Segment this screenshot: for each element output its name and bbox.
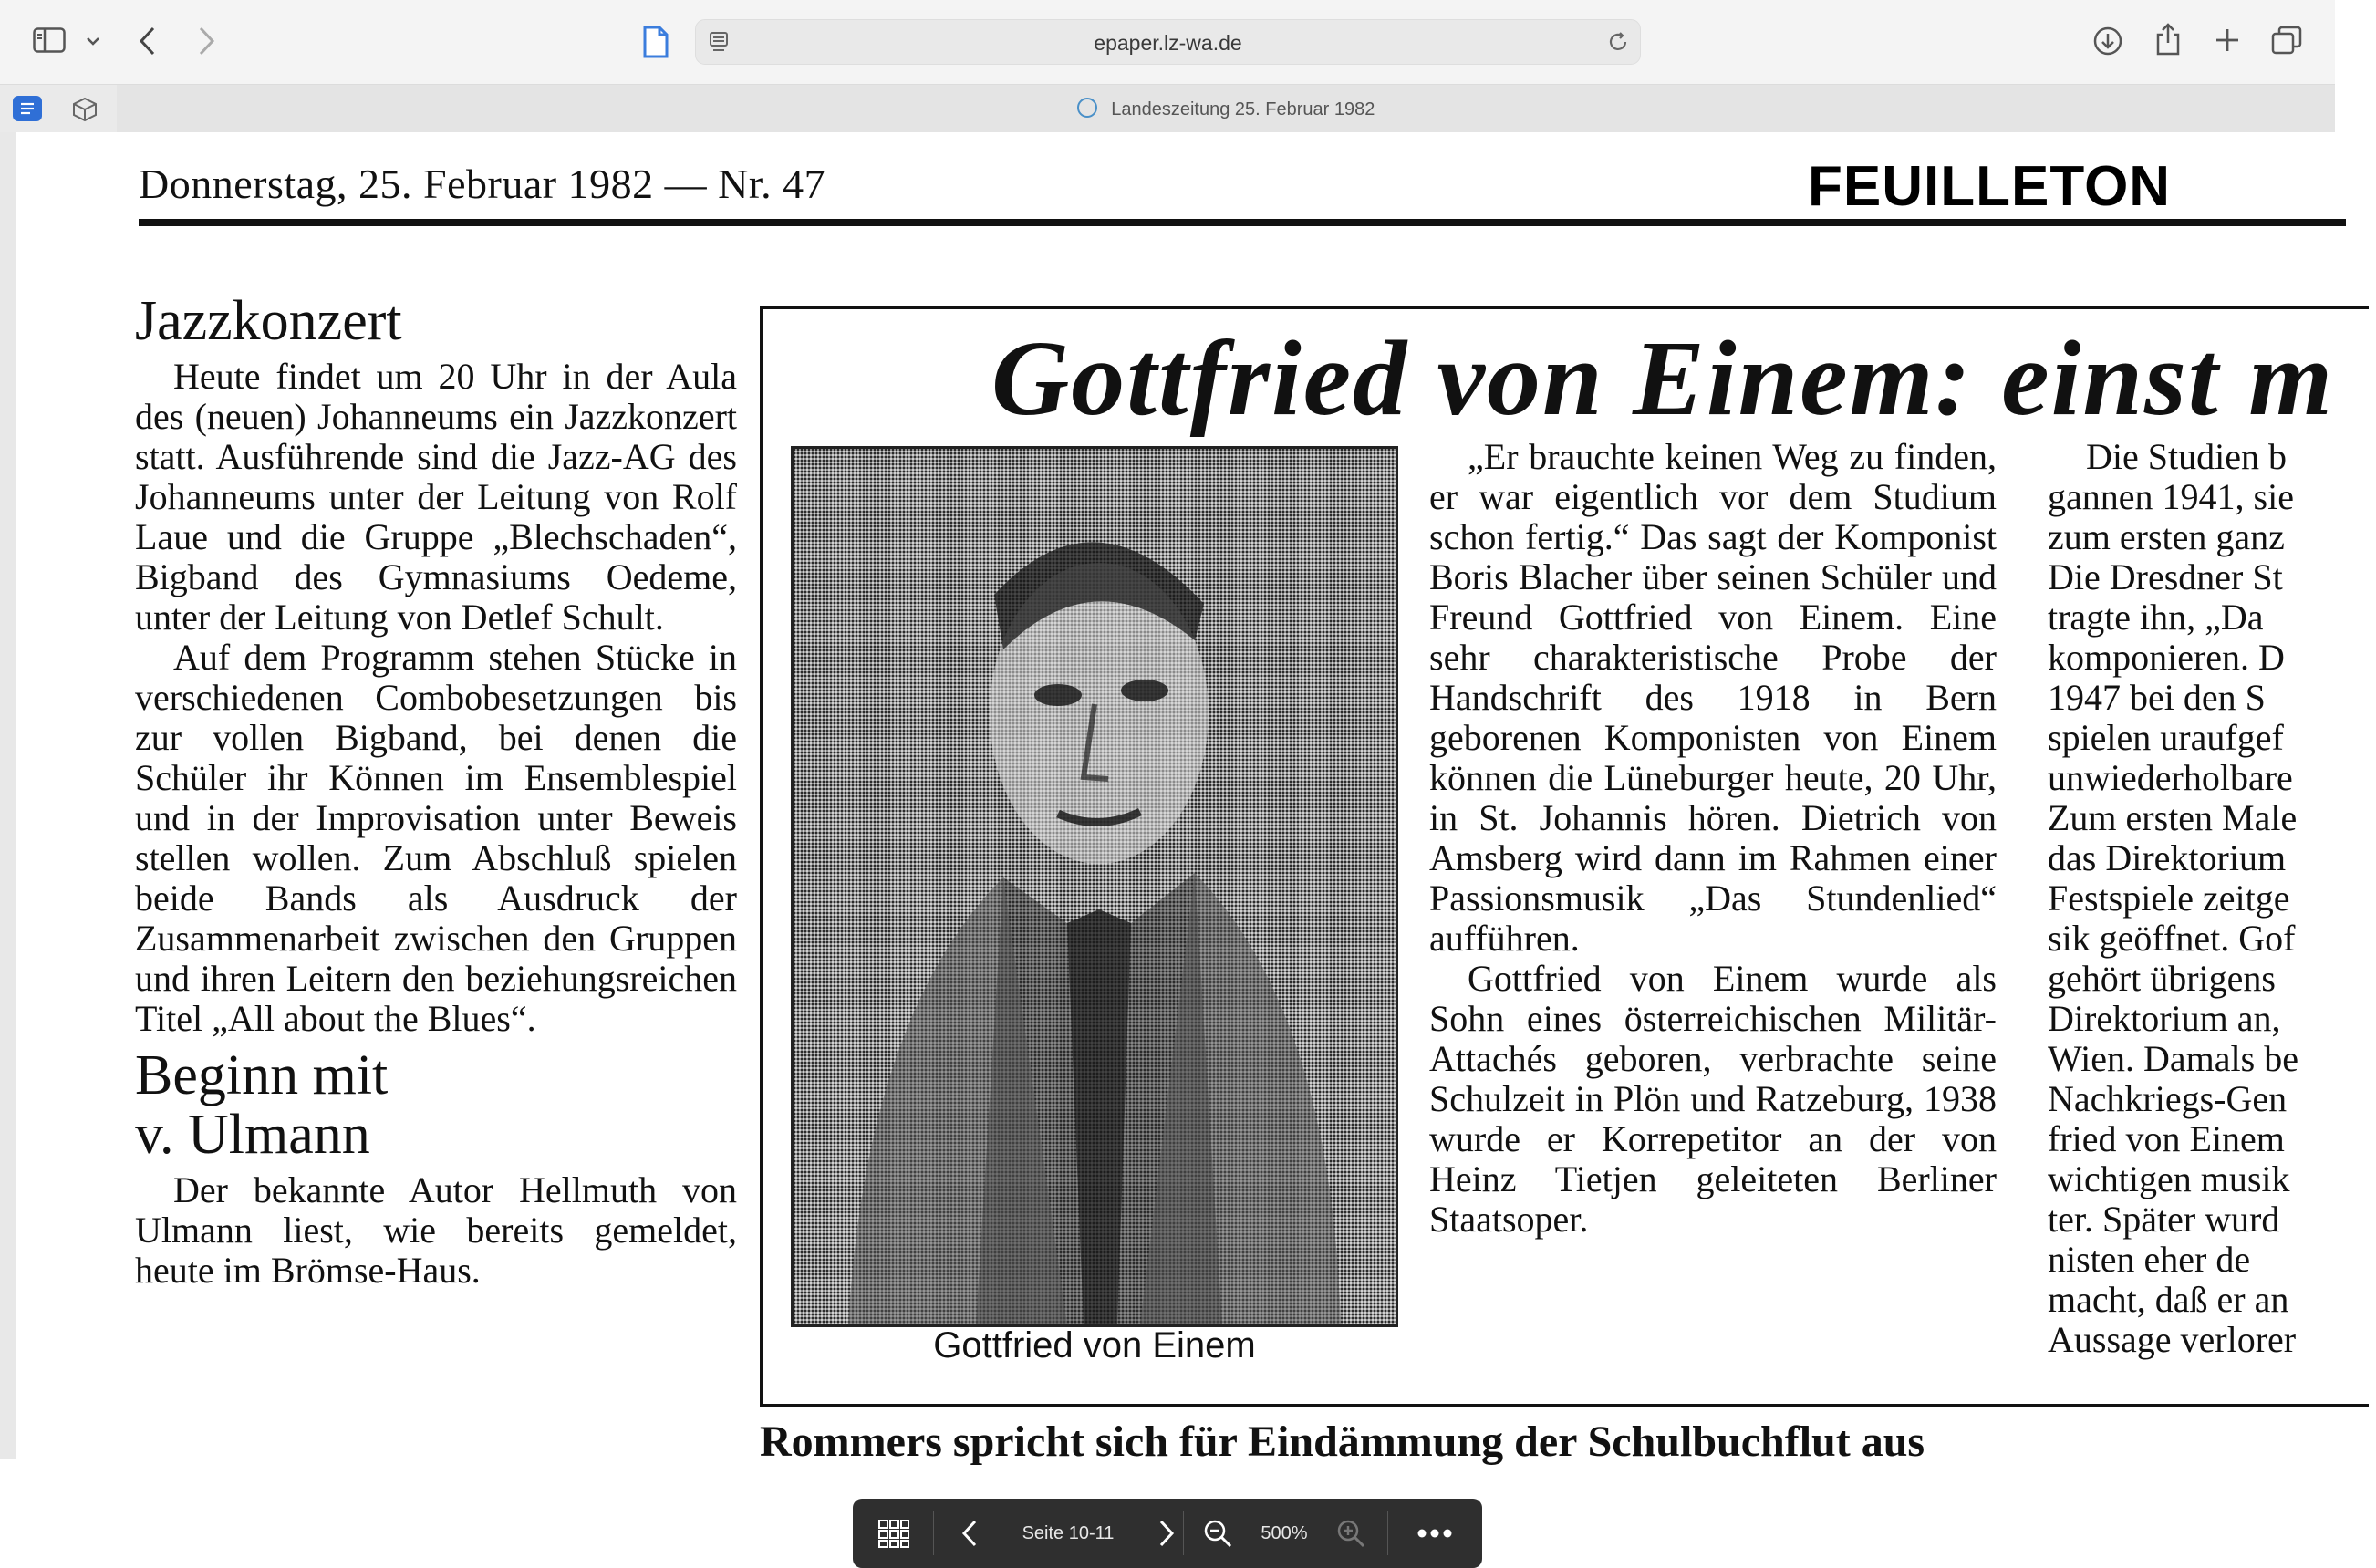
einem-article-box [760, 306, 2369, 1407]
section-title: FEUILLETON [1808, 155, 2172, 218]
browser-toolbar [0, 0, 2335, 84]
right-line: tragte ihn, „Da [2048, 597, 2264, 638]
cube-icon [71, 96, 99, 123]
chevron-down-icon [86, 36, 100, 47]
tab-overview-icon [2271, 26, 2302, 55]
right-line: gehört übrigens [2048, 958, 2276, 999]
share-button[interactable] [2154, 22, 2182, 61]
zoom-label: 500% [1261, 1522, 1308, 1543]
einem-middle-column [1429, 437, 1997, 1240]
right-line: 1947 bei den S [2048, 677, 2266, 718]
right-line: das Direktorium [2048, 837, 2287, 878]
ulmann-headline-line-1: Beginn mit [135, 1044, 389, 1107]
page-edge [0, 132, 16, 1459]
right-line: Die Studien b [2086, 436, 2287, 477]
portrait-photo [791, 446, 1398, 1327]
zoom-in-button[interactable] [1322, 1499, 1380, 1568]
zoom-out-button[interactable] [1188, 1499, 1247, 1568]
left-column [135, 292, 737, 1291]
right-line: sik geöffnet. Gof [2048, 918, 2296, 959]
separator [1183, 1511, 1184, 1555]
tab-title: Landeszeitung 25. Februar 1982 [1111, 99, 1375, 119]
document-icon [642, 26, 669, 58]
previous-page-button[interactable] [942, 1499, 997, 1568]
right-line: nisten eher de [2048, 1239, 2251, 1280]
right-line: wichtigen musik [2048, 1158, 2290, 1199]
right-line: Die Dresdner St [2048, 556, 2283, 597]
zoom-in-icon [1336, 1519, 1365, 1548]
more-icon [1416, 1528, 1453, 1539]
share-icon [2154, 22, 2182, 57]
ulmann-headline-line-2: v. Ulmann [135, 1104, 370, 1167]
sidebar-icon [33, 27, 66, 53]
next-article-headline: Rommers spricht sich für Eindämmung der Schulbuchflut aus [760, 1417, 1925, 1466]
ulmann-headline [135, 1046, 737, 1165]
favicon-icon [1077, 98, 1097, 118]
jazz-paragraph-2: Auf dem Programm stehen Stücke in verschiedenen Combobesetzungen bis zur vollen Bigband, bei denen die Schüler ihr Können im Ensemblespiel und in der Improvisation unter Beweis stellen wollen. Zum Abschluß spielen beide Bands als Ausdruck der Zusammenarbeit zwischen den Gruppen und ihren Leitern den beziehungsreichen Titel „All about the Blues“. [135, 637, 737, 1040]
right-line: Nachkriegs-Gen [2048, 1078, 2288, 1119]
right-line: ter. Später wurd [2048, 1199, 2280, 1240]
right-line: Zum ersten Male [2048, 797, 2298, 838]
sidebar-menu-chevron-button[interactable] [86, 35, 100, 51]
plus-icon [2215, 27, 2240, 53]
einem-paragraph-1: „Er brauchte keinen Weg zu finden, er war eigentlich vor dem Studium schon fertig.“ Das sagt der Komponist Boris Blacher über seinen Schüler und Freund Gottfried von Einem. Eine sehr charakteristische Probe der Handschrift des 1918 in Bern geborenen Komponisten von Einem können die Lüneburger heute, 20 Uhr, in St. Johannis hören. Dietrich von Amsberg wird dann im Rahmen einer Passionsmusik „Das Stundenlied“ aufführen. [1429, 436, 1997, 959]
right-line: Festspiele zeitge [2048, 877, 2290, 919]
right-line: komponieren. D [2048, 637, 2285, 678]
right-line: gannen 1941, sie [2048, 476, 2294, 517]
einem-headline: Gottfried von Einem: einst m [991, 318, 2334, 438]
page-label: Seite 10-11 [1022, 1522, 1115, 1543]
more-options-button[interactable] [1395, 1499, 1475, 1568]
chevron-left-icon [961, 1520, 978, 1547]
new-tab-button[interactable] [2215, 27, 2240, 57]
right-line: fried von Einem [2048, 1118, 2285, 1159]
right-line: zum ersten ganz [2048, 516, 2285, 557]
address-bar[interactable] [695, 19, 1641, 65]
right-line: unwiederholbare [2048, 757, 2293, 798]
sidebar-toggle-button[interactable] [33, 27, 66, 57]
einem-paragraph-2: Gottfried von Einem wurde als Sohn eines österreichischen Militär-Attachés geboren, verbrachte seine Schulzeit in Plön und Ratzeburg, 1938 wurde er Korrepetitor an der von Heinz Tietjen geleiteten Berliner Staatsoper. [1429, 958, 1997, 1240]
jazz-headline: Jazzkonzert [135, 290, 402, 352]
right-line: macht, daß er an [2048, 1279, 2289, 1320]
grid-icon [877, 1519, 910, 1548]
next-page-button[interactable] [1139, 1499, 1194, 1568]
photo-caption: Gottfried von Einem [933, 1325, 1256, 1366]
url-text: epaper.lz-wa.de [1094, 31, 1242, 55]
tab-title-wrap [117, 98, 2335, 120]
einem-right-column [2048, 437, 2376, 1360]
header-rule [139, 219, 2346, 226]
epaper-viewer[interactable] [0, 132, 2335, 1543]
back-button[interactable] [137, 26, 159, 61]
chevron-right-icon [195, 26, 217, 57]
right-line: Direktorium an, [2048, 998, 2281, 1039]
forward-button[interactable] [195, 26, 217, 61]
dateline: Donnerstag, 25. Februar 1982 — Nr. 47 [139, 161, 826, 207]
page-icon-button[interactable] [642, 26, 669, 63]
zoom-level [1247, 1499, 1322, 1568]
zoom-out-icon [1203, 1519, 1232, 1548]
page-indicator [999, 1499, 1137, 1568]
view-mode-3d-button[interactable] [71, 96, 99, 128]
ulmann-paragraph-1: Der bekannte Autor Hellmuth von Ulmann liest, wie bereits gemeldet, heute im Brömse-Haus. [135, 1169, 737, 1292]
right-line: spielen uraufgef [2048, 717, 2284, 758]
portrait-figure [794, 449, 1396, 1324]
jazz-paragraph-1: Heute findet um 20 Uhr in der Aula des (neuen) Johanneums ein Jazzkonzert statt. Ausführende sind die Jazz-AG des Johanneums unter der Leitung von Rolf Laue und die Gruppe „Blechschaden“, Bigband des Gymnasiums Oedeme, unter der Leitung von Detlef Schult. [135, 356, 737, 639]
right-line: Wien. Damals be [2048, 1038, 2298, 1079]
separator [933, 1511, 934, 1555]
page-view-icon [13, 96, 42, 121]
view-mode-page-button[interactable] [13, 96, 42, 121]
tab-bar [0, 84, 2335, 133]
thumbnails-button[interactable] [860, 1499, 928, 1568]
chevron-right-icon [1158, 1520, 1175, 1547]
separator [1387, 1511, 1388, 1555]
viewer-controls [853, 1499, 1482, 1568]
tab-overview-button[interactable] [2271, 26, 2302, 59]
downloads-button[interactable] [2092, 26, 2123, 61]
reload-icon[interactable] [1607, 31, 1629, 53]
tab-active[interactable] [117, 85, 2335, 132]
right-line: Aussage verlorer [2048, 1319, 2297, 1360]
chevron-left-icon [137, 26, 159, 57]
download-icon [2092, 26, 2123, 57]
